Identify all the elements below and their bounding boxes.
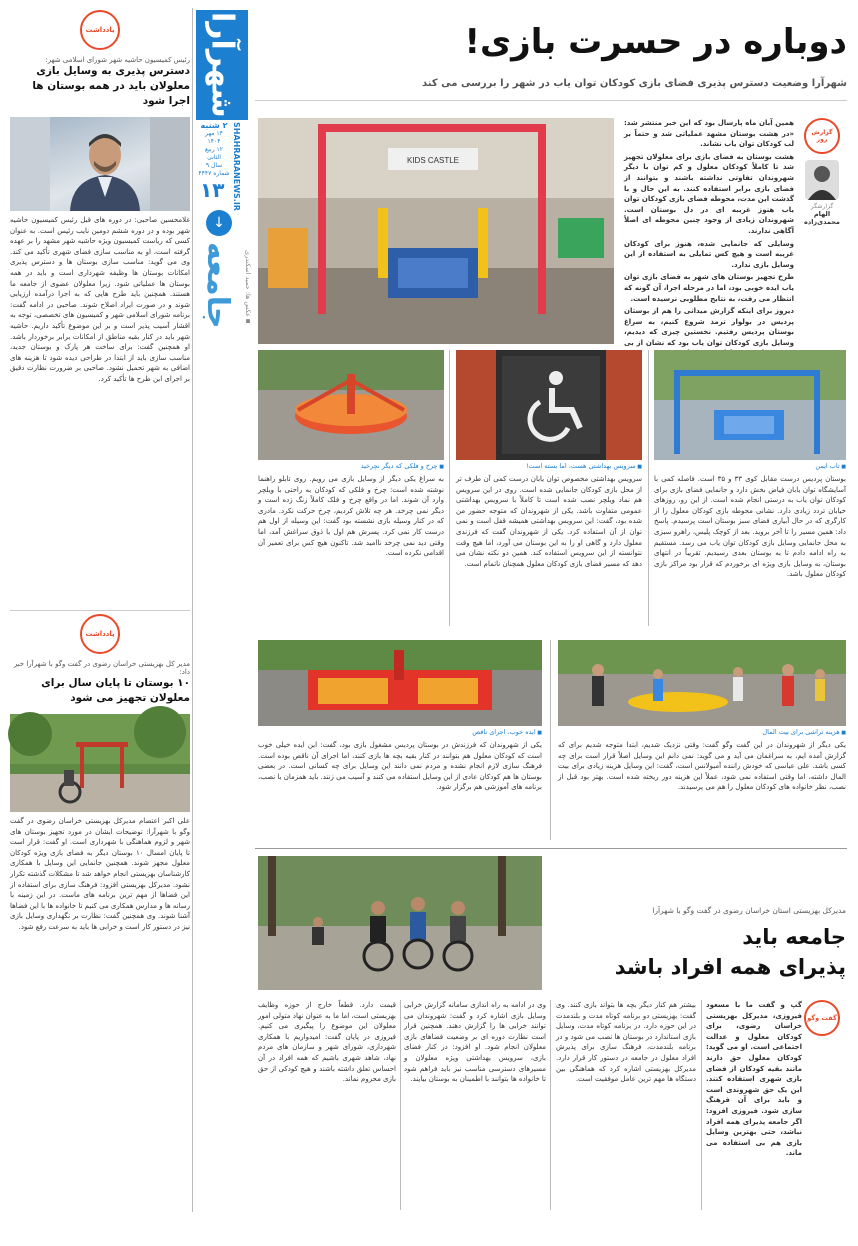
page-subhead: شهرآرا وضعیت دسترس پذیری فضای بازی کودکان توان یاب در شهر را بررسی می کند <box>422 78 847 89</box>
column-5-body: یکی از شهروندان که فرزندش در بوستان پردیس مشغول بازی بود، گفت: این ایده خیلی خوب است که کودکان معلول هم بتوانند در کنار بقیه بچه ها بازی کنند، اما اجرای آن ناقص بوده است. فرهنگ سازی لازم انجام نشده و مردم نمی دانند این وسایل برای چه کسانی است. در بعضی بوستان ها هم کودکان عادی از این وسایل استفاده می کنند و آسیب می زنند. باید همزمان با نصب، برنامه های آموزشی هم برگزار شود. <box>258 741 542 792</box>
note-badge: یادداشت <box>80 10 120 50</box>
sidebar-body: غلامحسین صاحبی: در دوره های قبل رئیس کمیسیون حاشیه شهر بوده و در دوره ششم دومین نایب رئیس است. به عنوان کسی که ریاست کمیسیون ویژه حاشیه شهر مشهد را بر عهده گرفته است، او به مناسب سازی فضای شهری تأکید می کند. وی می گوید: مناسب سازی بوستان ها و دسترس پذیری امکانات بوستان ها وظیفه شهرداری است و باید در همه بوستان ها عملیاتی شود. زیرا معلولان عضوی از جامعه ما هستند. همچنین باید طرح هایی که به اجرا درآمده ارزیابی شوند و در صورت ایراد اصلاح شوند. صاحبی در ادامه گفت: برنامه شورای اسلامی شهر و کمیسیون های تخصصی، توجه به اقشار آسیب پذیر است و بر این موضوع تأکید داریم. حاشیه شهر باید در کنار بقیه مناطق از امکانات برابر برخوردار باشد. او همچنین گفت: برای ساخت هر پارک و بوستان جدید، مناسب سازی باید از ابتدا در طراحی دیده شود تا هزینه های اضافی به شهر تحمیل نشود. صاحبی بر ضرورت نظارت دقیق بر اجرای این طرح ها تأکید کرد. <box>10 216 190 383</box>
reporter-role: گزارشگر <box>810 203 834 210</box>
caption-good-idea: ■ ایده خوب، اجرای ناقص <box>258 728 542 736</box>
reporter-box <box>798 118 846 344</box>
report-column <box>624 118 846 347</box>
column-4-body: یکی دیگر از شهروندان در این گفت وگو گفت: وقتی نزدیک شدیم، ابتدا متوجه شدیم برای که گزارش آمده ایم، به سراغمان می آید و می گوید: نمی دانم این وسایل اصلاً قرار است برای چه کسی باشد. علی عباسی که خودش راننده آمبولانس است، گفت: این وسایل هزینه زیادی برای بیت المال داشته، اما وقتی استفاده نمی شود، عملاً این هزینه دور ریخته شده است. بهتر بود قبل از نصب، نظر خانواده های کودکان معلول را هم می پرسیدند. <box>558 741 846 792</box>
kids-castle-sign: KIDS CASTLE <box>406 156 460 165</box>
swing-photo <box>654 350 846 460</box>
report-badge: گزارش روز <box>804 118 840 154</box>
newspaper-logo: شهرآرا <box>196 10 248 120</box>
divider <box>10 610 190 611</box>
park-illustration <box>10 714 190 812</box>
page-headline: دوباره در حسرت بازی! <box>464 22 847 62</box>
interview-col-4: قیمت دارد. قطعاً خارج از حوزه وظایف بهزیستی است، اما ما به عنوان نهاد متولی امور معلولان این موضوع را پیگیری می کنیم. فیروزی در پایان گفت: امیدواریم با همکاری شهرداری، شورای شهر و سازمان های مردم نهاد، شاهد شهری باشیم که همه افراد در آن احساس تعلق داشته باشند و هیچ کودکی از حق بازی محروم نماند. <box>258 1001 396 1084</box>
note-badge-2: یادداشت <box>80 614 120 654</box>
site-url: SHAHRARANEWS.IR <box>232 122 241 211</box>
sidebar-kicker: رئیس کمیسیون حاشیه شهر شورای اسلامی شهر: <box>45 56 190 64</box>
headline-rule <box>255 100 847 101</box>
column-rule <box>400 1000 401 1210</box>
red-merry-go-round-illustration <box>258 640 542 726</box>
caption-merry-go-round: ■ چرخ و فلکی که دیگر نچرخید <box>258 462 444 470</box>
wheelchair-park-photo <box>10 714 190 812</box>
swing-illustration <box>654 350 846 460</box>
sidebar-title-2: ۱۰ بوستان تا پایان سال برای معلولان تجهیز می شود <box>41 677 190 704</box>
portrait-photo <box>10 117 190 211</box>
children-playing-photo <box>558 640 846 726</box>
interview-title: جامعه باید پذیرای همه افراد باشد <box>614 925 846 979</box>
sidebar-title: دسترس پذیری به وسایل بازی معلولان باید در همه بوستان ها اجرا شود <box>32 65 190 107</box>
section-title: جامعه <box>200 242 235 329</box>
children-illustration <box>558 640 846 726</box>
main-playground-photo <box>258 118 614 344</box>
merry-go-round-illustration <box>258 350 444 460</box>
column-rule <box>550 1000 551 1210</box>
section-divider <box>255 848 847 849</box>
column-1-body: بوستان پردیس درست مقابل کوی ۳۳ و ۳۵ است. فاصله کمی با آسایشگاه توان یابان فیاض بخش دارد و جانمایی فضای بازی برای کودکان توان یاب به درستی انجام شده است. از این رو، روزهای خیابان تردد زیادی دارد. نشانی محوطه بازی کودکان معلول را از کارگری که در حال آبیاری فضای سبز بوستان است پرسیدم. پاسخ داد: همین مسیر را تا آخر بروید. بعد از کوچک پلیس، راهرو سبزی به محل جانمایی وسایل بازی کودکان توان یاب می رسد. مستقیم به راه ادامه دادم تا به بوستان بعدی رسیدیم. تقریباً در انتهای بوستان، به وسایل بازی ویژه ای برخوردم که قرار بود مراکز بازی کودکان معلول باشد. <box>654 475 846 579</box>
reporter-avatar <box>805 160 839 200</box>
interview-badge: گفت وگو <box>804 1000 840 1036</box>
interview-kicker: مدیرکل بهزیستی استان خراسان رضوی در گفت وگو با شهرآرا <box>652 906 846 915</box>
wheelchair-toilet-photo <box>456 350 642 460</box>
playground-illustration <box>258 118 614 344</box>
reporter-icon <box>805 160 839 200</box>
column-rule <box>550 640 551 840</box>
caption-swing: ■ تاب ایمن <box>654 462 846 470</box>
caption-expense: ■ هزینه تراشی برای بیت المال <box>558 728 846 736</box>
column-rule <box>701 1000 702 1210</box>
report-body: همین آبان ماه پارسال بود که این خبر منتشر شد: «در هشت بوستان مشهد عملیاتی شد و حتماً بر لب کودکان توان یاب نشاند. هشت بوستان به فضای بازی برای معلولان تجهیز شد تا کاملاً کودکان معلول و کم توان با دیگر شهروندان تفاوتی نداشته باشند و بتوانند از فضای بازی برابر استفاده کنند. به این حال و با گذشت این مدت، محوطه فضای بازی کودکان توان یاب هنوز غریبه ای در دل بوستان است. شهروندان زیادی از وجود چنین محوطه ای اصلاً آگاهی ندارند. وسایلی که جانمایی شده، هنوز برای کودکان غریبه است و هیچ کس تمایلی به استفاده از این وسایل بازی ندارد. طرح تجهیز بوستان های شهر به فضای بازی توان یاب ایده خوبی بود، اما در مرحله اجرا، آن گونه که انتظار می رفت، به نتایج مطلوبی نرسیده است. دیروز برای اینکه گزارش میدانی را هم از بوستان پردیس در بولوار ترمذ شروع کنیم، به سراغ بوستان پردیس رفتیم. نخستین چیزی که دیدیم، وسایل بازی کودکان توان یاب بود که نشان از بی <box>624 119 794 347</box>
red-merry-go-round-photo <box>258 640 542 726</box>
column-2-body: سرویس بهداشتی مخصوص توان یابان درست کمی آن طرف تر از محل بازی کودکان جانمایی شده است. روی در این سرویس هم نماد ویلچر نصب شده است تا کاملاً با سرویس بهداشتی عمومی متفاوت باشد. یکی از شهروندان که متوجه حضور من شده بود، گفت: این سرویس بهداشتی همیشه قفل است و نمی توان از آن استفاده کرد. یکی از شهروندان گفت که فرزندی معلول دارد و گاهی او را به این بوستان می آورد، اما هیچ وقت نتوانسته از این سرویس استفاده کند. همین دو نکته نشان می دهد که مسیر فضای بازی کودکان معلول همچنان ناتمام است. <box>456 475 642 568</box>
masthead <box>196 10 248 360</box>
reporter-name: الهام محمدی‌زاده <box>804 210 840 226</box>
toilet-door-illustration <box>456 350 642 460</box>
issue-date: ۲ شنبه ۱۴ مهر ۱۴۰۴ ۱۲ ربیع الثانی سال ۹ شماره ۴۴۴۷ <box>198 121 230 177</box>
merry-go-round-photo <box>258 350 444 460</box>
wheelchair-group-photo <box>258 856 542 990</box>
interview-col-2: بیشتر هم کنار دیگر بچه ها بتواند بازی کنند. وی گفت: بهزیستی دو برنامه کوتاه مدت و بلندمدت در این حوزه دارد. در برنامه کوتاه مدت، وسایل بازی استاندارد در بوستان ها نصب می شود و در برنامه بلندمدت، فرهنگ سازی برای پذیرش افراد معلول در جامعه در دستور کار قرار دارد. مدیرکل بهزیستی اشاره کرد که هماهنگی بین دستگاه ها مهم ترین عامل موفقیت است. <box>556 1001 696 1084</box>
sidebar-body-2: علی اکبر اعتصام مدیرکل بهزیستی خراسان رضوی در گفت وگو با شهرآرا: توضیحات ایشان در مورد تجهیز بوستان های شهر و لزوم هماهنگی با شهرداری است. او گفت: قرار است تا پایان امسال ۱۰ بوستان دیگر به فضای بازی ویژه کودکان معلول مجهز شوند. همچنین جانمایی این وسایل با همکاری کارشناسان بهزیستی انجام خواهد شد تا مشکلات گذشته تکرار نشود. مدیرکل بهزیستی افزود: فرهنگ سازی برای استفاده از این فضاها از مهم ترین برنامه های ماست. در این زمینه با رسانه ها و مدارس همکاری می کنیم تا خانواده ها با این فضاها آشنا شوند. وی همچنین گفت: نظارت بر نگهداری وسایل بازی نیز در دستور کار است و خرابی ها باید به سرعت رفع شود. <box>9 817 191 931</box>
column-3-body: به سراغ یکی دیگر از وسایل بازی می رویم. روی تابلو راهنما نوشته شده است: چرخ و فلکی که کودکان به راحتی با ویلچر وارد آن شوند. اما در واقع چرخ و فلک کاملاً زنگ زده است و دیگر نمی چرخد. هر چه تلاش کردیم، چرخ حرکت نکرد. مادری که در کنار وسیله بازی نشسته بود گفت: این وسیله از اول هم درست کار نمی کرد. پسرش هم اول با ذوق سراغش آمد، اما وقتی دید نمی چرخد ناامید شد. تاکنون هیچ کس برای تعمیر آن اقدامی نکرده است. <box>258 475 444 558</box>
column-rule <box>192 8 193 1212</box>
column-rule <box>449 350 450 626</box>
photo-credit: ■ عکس ها: حمید اسکندری <box>244 250 252 325</box>
page-number: ۱۳ <box>200 178 225 202</box>
interview-col-1: گپ و گفت ما با مسعود فیروزی، مدیرکل بهزیستی خراسان رضوی، برای کودکان معلول و عدالت اجتماعی است. او می گوید: کودکان معلول حق دارند مانند بقیه کودکان از فضای بازی شهری استفاده کنند. این یک حق شهروندی است و باید برای آن فرهنگ سازی شود. فیروزی افزود: اگر جامعه پذیرای همه افراد نباشد، حتی بهترین وسایل بازی هم بی استفاده می ماند. <box>706 1001 802 1158</box>
arrow-down-icon: ↓ <box>206 210 232 236</box>
caption-toilet: ■ سرویس بهداشتی هست، اما بسته است! <box>456 462 642 470</box>
column-rule <box>648 350 649 626</box>
portrait-illustration <box>10 117 190 211</box>
sidebar-kicker-2: مدیر کل بهزیستی خراسان رضوی در گفت وگو با شهرآرا خبر داد: <box>13 660 190 676</box>
interview-col-3: وی در ادامه به راه اندازی سامانه گزارش خرابی وسایل بازی اشاره کرد و گفت: شهروندان می توانند خرابی ها را گزارش دهند. همچنین قرار است نظارت دوره ای بر وضعیت فضاهای بازی معلولان انجام شود. او افزود: در کنار فضای بازی، سرویس بهداشتی ویژه معلولان و مسیرهای دسترسی مناسب نیز باید فراهم شود تا خانواده ها بتوانند با اطمینان به بوستان بیایند. <box>404 1001 546 1084</box>
wheelchair-group-illustration <box>258 856 542 990</box>
